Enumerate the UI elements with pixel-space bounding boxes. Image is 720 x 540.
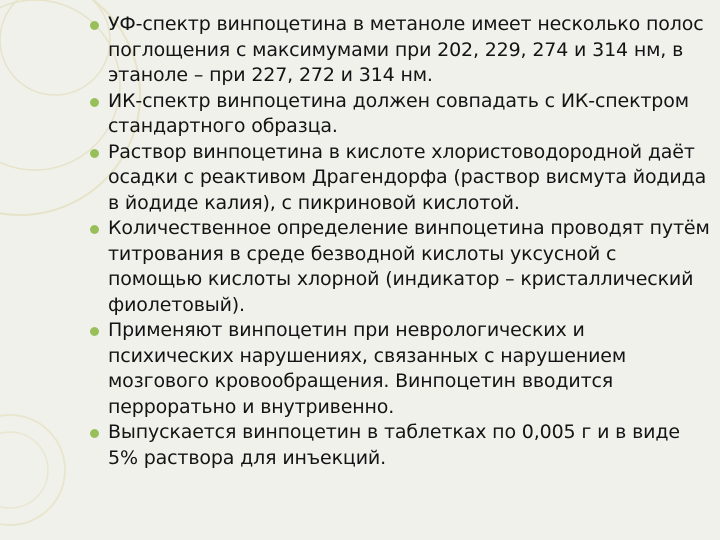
content-area xyxy=(90,12,710,471)
bullet-list xyxy=(90,12,710,471)
bullet-dot-icon xyxy=(90,149,99,158)
bullet-dot-icon xyxy=(90,98,99,107)
bullet-text: ИК-спектр винпоцетина должен совпадать с ИК-спектром стандартного образца. xyxy=(108,89,689,137)
bullet-item-uv-spectrum xyxy=(90,12,710,89)
bullet-dot-icon xyxy=(90,225,99,234)
bullet-item-release-form xyxy=(90,420,710,471)
bullet-text: Количественное определение винпоцетина проводят путём титрования в среде безводной кислоты уксусной с помощью кислоты хлорной (индикатор – кристаллический фиолетовый). xyxy=(108,217,710,316)
bullet-dot-icon xyxy=(90,21,99,30)
bullet-text: Выпускается винпоцетин в таблетках по 0,005 г и в виде 5% раствора для инъекций. xyxy=(108,421,680,469)
bullet-text: Раствор винпоцетина в кислоте хлористоводородной даёт осадки с реактивом Драгендорфа (раствор висмута йодида в йодиде калия), с пикриновой кислотой. xyxy=(108,140,707,214)
bullet-item-ir-spectrum xyxy=(90,89,710,140)
bullet-item-application xyxy=(90,318,710,420)
ring-lower xyxy=(0,415,65,525)
ring-lower-inner xyxy=(0,432,48,508)
bullet-dot-icon xyxy=(90,327,99,336)
bullet-item-titration xyxy=(90,216,710,318)
bullet-dot-icon xyxy=(90,429,99,438)
bullet-item-dragendorff xyxy=(90,140,710,217)
bullet-text: Применяют винпоцетин при неврологических и психических нарушениях, связанных с нарушением мозгового кровообращения. Винпоцетин вводится перроратьно и внутривенно. xyxy=(108,319,627,418)
bullet-text: УФ-спектр винпоцетина в метаноле имеет несколько полос поглощения с максимумами при 202, 229, 274 и 314 нм, в этаноле – при 227, 272 и 314 нм. xyxy=(108,13,704,86)
